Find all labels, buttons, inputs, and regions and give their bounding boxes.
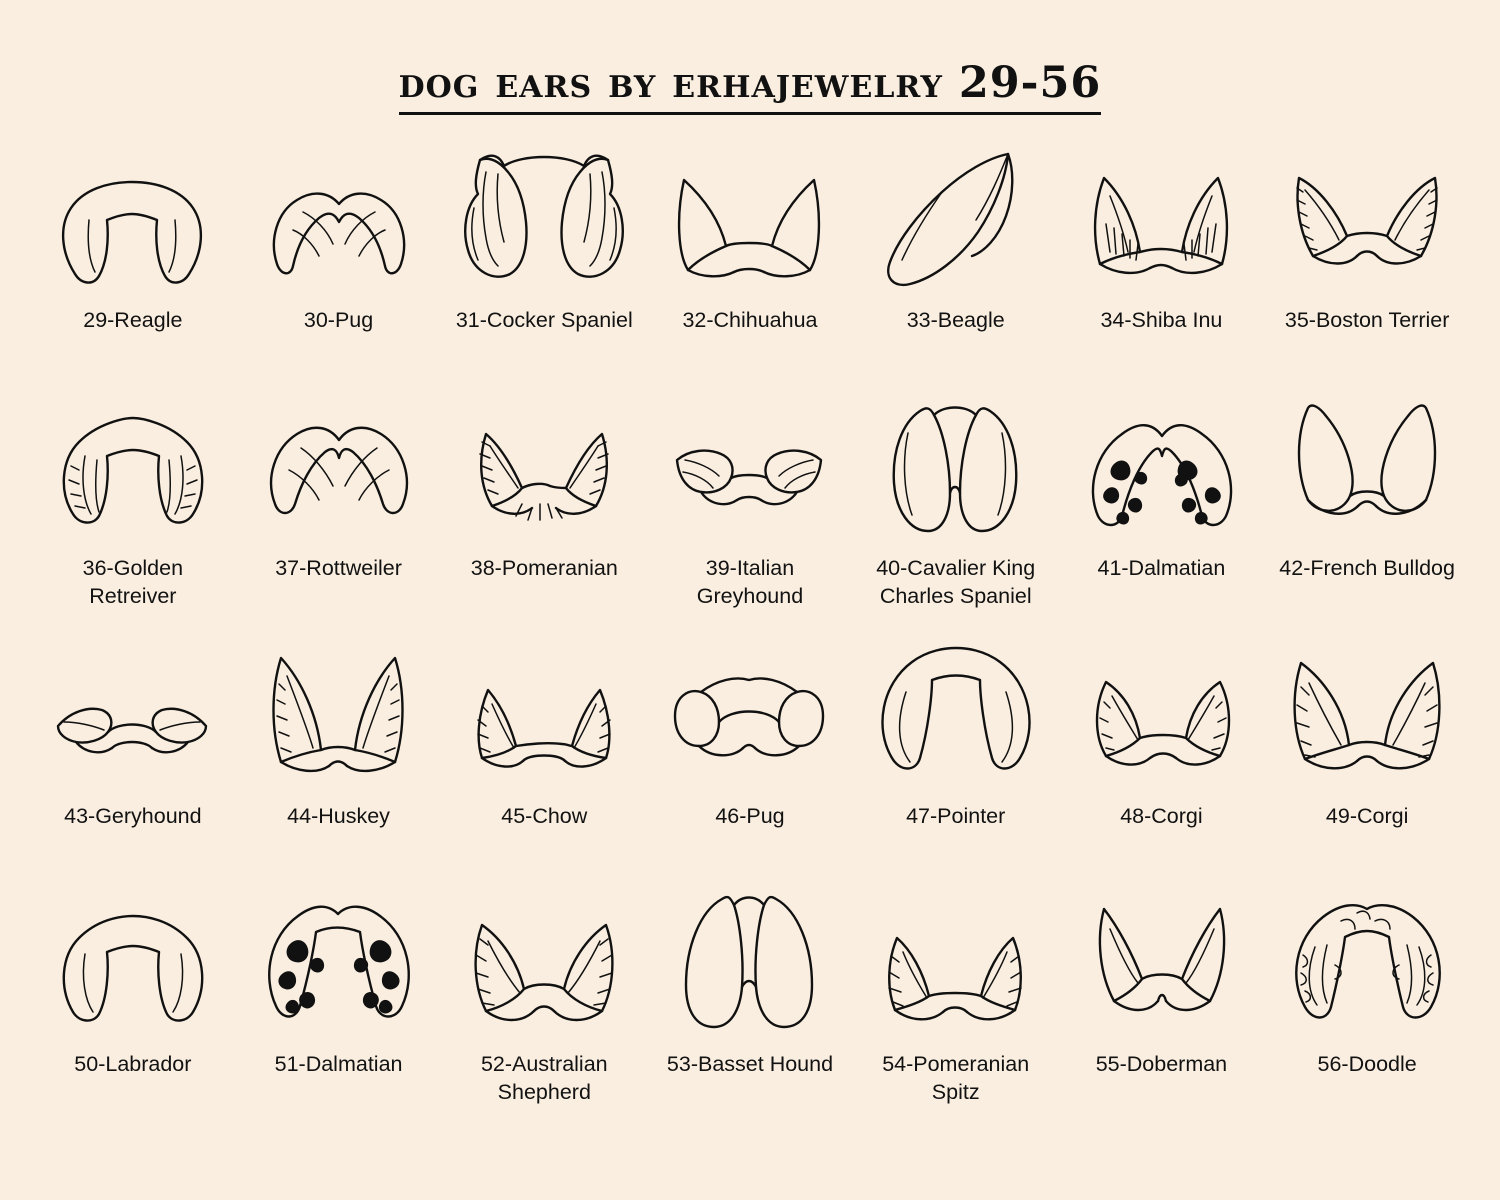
ear-card-55[interactable] (1059, 890, 1265, 1138)
ear-illustration-labrador (40, 890, 225, 1040)
ear-illustration-geryhound (40, 642, 225, 792)
ear-illustration-italian-greyhound (657, 394, 842, 544)
ear-label-50: 50-Labrador (74, 1052, 192, 1076)
ear-illustration-corgi-48 (1069, 642, 1254, 792)
ear-card-46[interactable] (647, 642, 853, 890)
ear-label-52: 52-Australian Shepherd (480, 1052, 608, 1105)
ear-illustration-rottweiler (246, 394, 431, 544)
ear-label-43: 43-Geryhound (64, 804, 202, 828)
ear-card-30[interactable] (236, 146, 442, 394)
ear-card-32[interactable] (647, 146, 853, 394)
ear-label-42: 42-French Bulldog (1279, 556, 1455, 580)
ear-illustration-corgi-49 (1275, 642, 1460, 792)
ear-card-44[interactable] (236, 642, 442, 890)
page-title (0, 0, 1500, 108)
ear-card-36[interactable] (30, 394, 236, 642)
ear-illustration-chihuahua (657, 146, 842, 296)
ear-label-53: 53-Basset Hound (666, 1052, 834, 1076)
ear-illustration-doberman (1069, 890, 1254, 1040)
ear-card-40[interactable] (853, 394, 1059, 642)
ear-illustration-french-bulldog (1275, 394, 1460, 544)
ear-label-47: 47-Pointer (906, 804, 1006, 828)
ear-illustration-pug-46 (657, 642, 842, 792)
ear-card-47[interactable] (853, 642, 1059, 890)
ear-illustration-pomeranian-spitz (863, 890, 1048, 1040)
ear-illustration-cavalier (863, 394, 1048, 544)
ear-card-33[interactable] (853, 146, 1059, 394)
ear-label-40: 40-Cavalier King Charles Spaniel (876, 556, 1036, 609)
ear-label-45: 45-Chow (501, 804, 588, 828)
ear-card-53[interactable] (647, 890, 853, 1138)
ear-card-42[interactable] (1264, 394, 1470, 642)
ear-label-48: 48-Corgi (1120, 804, 1203, 828)
ear-label-35: 35-Boston Terrier (1284, 308, 1450, 332)
ear-label-41: 41-Dalmatian (1097, 556, 1226, 580)
ear-label-44: 44-Huskey (287, 804, 390, 828)
ear-card-43[interactable] (30, 642, 236, 890)
ear-label-49: 49-Corgi (1325, 804, 1409, 828)
ear-card-39[interactable] (647, 394, 853, 642)
ear-card-56[interactable] (1264, 890, 1470, 1138)
ear-label-38: 38-Pomeranian (470, 556, 618, 580)
ear-label-37: 37-Rottweiler (275, 556, 402, 580)
ear-label-51: 51-Dalmatian (274, 1052, 403, 1076)
ear-label-34: 34-Shiba Inu (1100, 308, 1223, 332)
ear-card-45[interactable] (441, 642, 647, 890)
ear-illustration-beagle (863, 146, 1048, 296)
ear-illustration-reagle (40, 146, 225, 296)
ear-label-54: 54-Pomeranian Spitz (882, 1052, 1030, 1105)
ear-illustration-australian-shepherd (452, 890, 637, 1040)
ear-label-30: 30-Pug (303, 308, 374, 332)
ear-illustration-golden-retreiver (40, 394, 225, 544)
ear-illustration-shiba-inu (1069, 146, 1254, 296)
ear-label-56: 56-Doodle (1317, 1052, 1417, 1076)
ear-card-34[interactable] (1059, 146, 1265, 394)
ear-card-52[interactable] (441, 890, 647, 1138)
ear-illustration-pug (246, 146, 431, 296)
ear-illustration-basset-hound (657, 890, 842, 1040)
ear-illustration-pointer (863, 642, 1048, 792)
ear-card-48[interactable] (1059, 642, 1265, 890)
ear-label-39: 39-Italian Greyhound (696, 556, 804, 609)
ear-card-31[interactable] (441, 146, 647, 394)
ear-card-49[interactable] (1264, 642, 1470, 890)
ear-label-36: 36-Golden Retreiver (82, 556, 184, 609)
ear-card-41[interactable] (1059, 394, 1265, 642)
ear-card-35[interactable] (1264, 146, 1470, 394)
ear-label-29: 29-Reagle (83, 308, 183, 332)
page-title-text: dog ears by erhajewelry 29-56 (399, 58, 1102, 115)
ear-label-46: 46-Pug (715, 804, 785, 828)
ear-card-50[interactable] (30, 890, 236, 1138)
ear-illustration-dalmatian-41 (1069, 394, 1254, 544)
ear-illustration-doodle (1275, 890, 1460, 1040)
ear-illustration-dalmatian-51 (246, 890, 431, 1040)
ear-illustration-boston-terrier (1275, 146, 1460, 296)
ear-illustration-cocker-spaniel (452, 146, 637, 296)
ear-grid (0, 146, 1500, 1138)
ear-illustration-chow (452, 642, 637, 792)
ear-card-38[interactable] (441, 394, 647, 642)
ear-card-37[interactable] (236, 394, 442, 642)
ear-label-33: 33-Beagle (906, 308, 1005, 332)
ear-label-55: 55-Doberman (1095, 1052, 1228, 1076)
ear-card-54[interactable] (853, 890, 1059, 1138)
ear-card-29[interactable] (30, 146, 236, 394)
ear-card-51[interactable] (236, 890, 442, 1138)
ear-label-31: 31-Cocker Spaniel (455, 308, 633, 332)
ear-illustration-huskey (246, 642, 431, 792)
ear-label-32: 32-Chihuahua (682, 308, 818, 332)
ear-illustration-pomeranian (452, 394, 637, 544)
